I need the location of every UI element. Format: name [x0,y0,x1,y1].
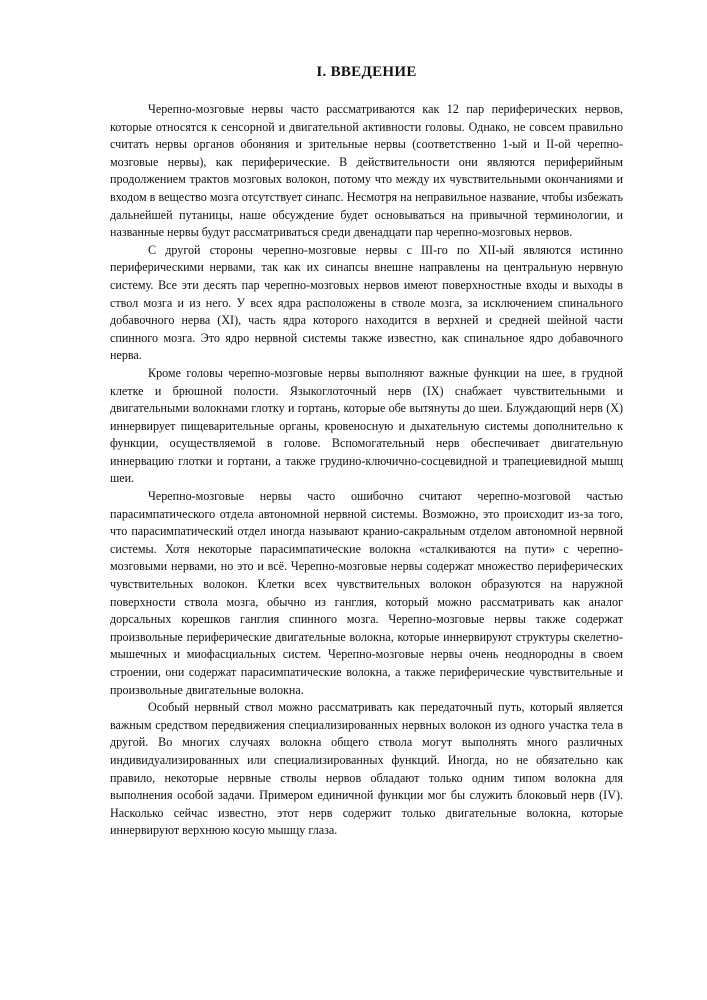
document-body [110,101,623,840]
paragraph-peripheral-nerves: С другой стороны черепно-мозговые нервы с III-го по XII-ый являются истинно периферическими нервами, так как их синапсы внешне направлены на центральную нервную систему. Все эти десять пар черепно-мозговых нервов имеют поверхностные входы и выходы в ствол мозга и из него. У всех ядра расположены в стволе мозга, за исключением спинального добавочного нерва (XI), часть ядра которого находится в верхней и средней шейной части спинного мозга. Это ядро нервной системы также известно, как спинальное ядро добавочного нерва. [110,242,623,363]
paragraph-nerve-trunk: Особый нервный ствол можно рассматривать как передаточный путь, который является важным средством передвижения специализированных нервных волокон из одного участка тела в другой. Во многих случаях волокна общего ствола могут выполнять много различных индивидуализированных или специализированных функций. Иногда, но не обязательно как правило, некоторые нервные стволы нервов обладают только одним типом волокна для выполнения особой задачи. Примером единичной функции мог бы служить блоковый нерв (IV). Насколько сейчас известно, этот нерв содержит только двигательные волокна, которые иннервируют верхнюю косую мышцу глаза. [110,700,623,838]
page-title: I. ВВЕДЕНИЕ [316,64,417,80]
paragraph-parasympathetic: Черепно-мозговые нервы часто ошибочно считают черепно-мозговой частью парасимпатического отдела автономной нервной системы. Возможно, это происходит из-за того, что парасимпатический отдел иногда называют кранио-сакральным отделом автономной нервной системы. Хотя некоторые парасимпатические волокна «сталкиваются на пути» с черепно-мозговыми нервами, но это и всё. Черепно-мозговые нервы содержат множество периферических чувствительных волокон. Клетки всех чувствительных волокон образуются на наружной поверхности ствола мозга, обычно из ганглия, который можно рассматривать как аналог дорсальных корешков ганглия спинного мозга. Черепно-мозговые нервы также содержат произвольные периферические двигательные волокна, которые иннервируют структуры скелетно-мышечных и миофасциальных систем. Черепно-мозговые нервы очень неоднородны в своем строении, они содержат парасимпатические волокна, а также периферические чувствительные и произвольные двигательные волокна. [110,489,623,697]
paragraph-neck-functions: Кроме головы черепно-мозговые нервы выполняют важные функции на шее, в грудной клетке и брюшной полости. Языкоглоточный нерв (IX) снабжает чувствительными и двигательными волокнами глотку и гортань, которые обе вытянуты до шеи. Блуждающий нерв (X) иннервирует пищеварительные органы, кровеносную и дыхательную системы дополнительно к функции, осуществляемой в голове. Вспомогательный нерв обеспечивает двигательную иннервацию глотки и гортани, а также грудино-ключично-сосцевидной и трапециевидной мышц шеи. [110,365,623,486]
paragraph-intro: Черепно-мозговые нервы часто рассматриваются как 12 пар периферических нервов, которые относятся к сенсорной и двигательной активности головы. Однако, не совсем правильно считать нервы органов обоняния и зрительные нервы (соответственно 1-ый и II-ой черепно-мозговые нервы), как периферические. В действительности они являются периферийным продолжением трактов мозговых волокон, потому что между их чувствительными окончаниями и входом в вещество мозга отсутствует синапс. Несмотря на неправильное название, чтобы избежать дальнейшей путаницы, наше обсуждение будет основываться на привычной терминологии, и названные нервы будут рассматриваться среди двенадцати пар черепно-мозговых нервов. [110,102,623,240]
